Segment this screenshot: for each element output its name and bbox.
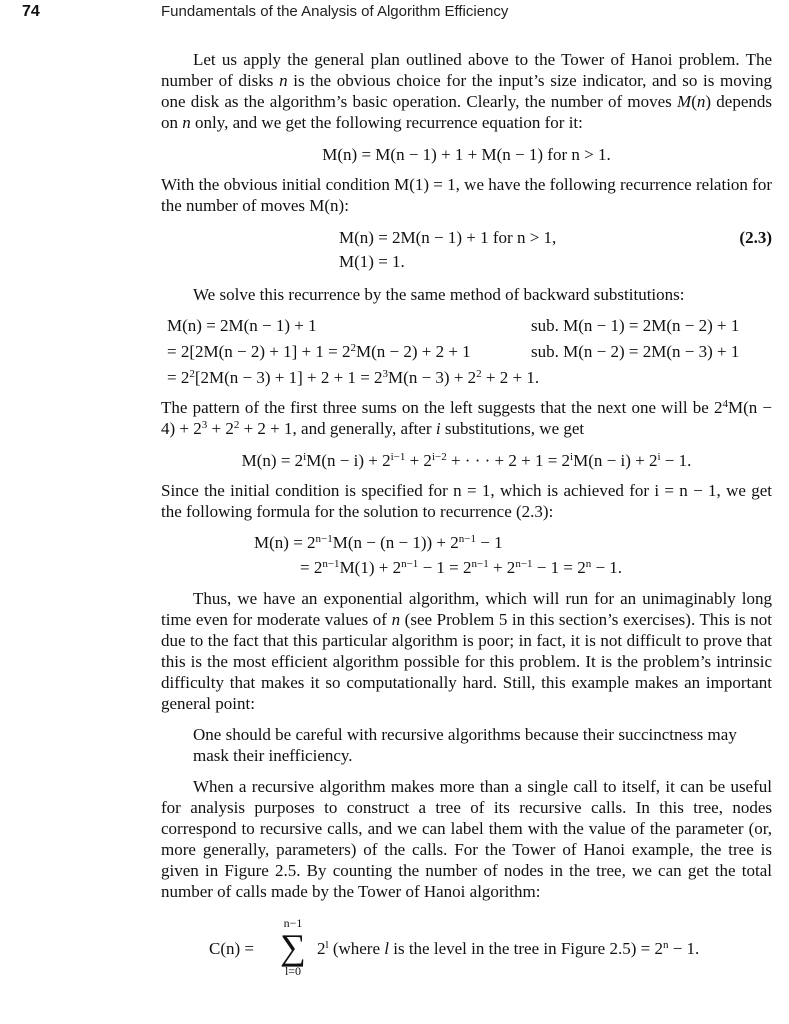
sum-lhs: C(n) = — [209, 939, 254, 958]
running-head: Fundamentals of the Analysis of Algorithm Efficiency — [161, 3, 509, 20]
substitution-row: M(n) = 2M(n − 1) + 1 sub. M(n − 1) = 2M(n − 2) + 1 — [167, 316, 740, 335]
equation-recurrence: M(n) = M(n − 1) + 1 + M(n − 1) for n > 1. — [322, 145, 611, 164]
equation-2-3 — [339, 226, 772, 274]
sum-rhs: 2$^l$ (where l is the level in the tree in Figure $2.5) = 2^n - 1$. — [317, 939, 700, 958]
substitution-row: = $2[2M(n - 2) + 1] + 1 = 2^2M(n - 2) + 2 + 1$ sub. M(n − 2) = 2M(n − 3) + 1 — [167, 342, 740, 361]
summation-symbol: n−1 ∑ l=0 — [280, 916, 306, 978]
substitution-steps — [167, 313, 772, 391]
equation-call-count — [209, 916, 772, 990]
paragraph-intro: Let us apply the general plan outlined above to the Tower of Hanoi problem. The number of disks n is the obvious choice for the input’s size indicator, and so is moving one disk as the algorithm’s basic operation. Clearly, the number of moves M(n) depends on n only, and we get the following recurrence equation for it: — [161, 50, 772, 132]
paragraph-pattern: The pattern of the first three sums on the left suggests that the next one will be $2^4M(n - 4) + 2^3 + 2^2 + 2 + 1$, and generally, after i substitutions, we get — [161, 398, 772, 438]
equation-number: (2.3) — [739, 228, 772, 247]
equation-general: $M(n) = 2^iM(n - i) + 2^{i-1} + 2^{i-2}$ + · · · + $2 + 1 = 2^iM(n - i) + 2^i - 1$. — [241, 451, 692, 470]
paragraph-backward-substitution: We solve this recurrence by the same method of backward substitutions: — [193, 285, 685, 304]
page-number: 74 — [22, 3, 40, 20]
paragraph-initial-condition: With the obvious initial condition M(1) = 1, we have the following recurrence relation for the number of moves M(n): — [161, 175, 773, 215]
page-body — [161, 49, 772, 990]
equation-2-3-line1: M(n) = 2M(n − 1) + 1 for n > 1, — [339, 228, 557, 247]
solution-line: $M(n) = 2^{n-1}M(n - (n - 1)) + 2^{n-1} - 1$ — [254, 533, 503, 552]
paragraph-recursion-tree: When a recursive algorithm makes more than a single call to itself, it can be useful for analysis purposes to construct a tree of its recursive calls. In this tree, nodes correspond to recursive calls, and we can label them with the value of the parameter (or, more generally, parameters) of the calls. For the Tower of Hanoi example, the tree is given in Figure 2.5. By counting the number of nodes in the tree, we can get the total number of calls made by the Tower of Hanoi algorithm: — [161, 777, 772, 901]
equation-solution — [254, 530, 772, 580]
paragraph-initial-specified: Since the initial condition is specified for n = 1, which is achieved for i = n − 1, we get the following formula for the solution to recurrence (2.3): — [161, 481, 772, 521]
substitution-row: = $2^2[2M(n - 3) + 1] + 2 + 1 = 2^3M(n - 3) + 2^2 + 2 + 1$. — [167, 368, 540, 387]
highlighted-point: One should be careful with recursive algorithms because their succinctness may mask their inefficiency. — [193, 725, 737, 765]
equation-2-3-line2: M(1) = 1. — [339, 252, 405, 271]
solution-line: = $2^{n-1}M(1) + 2^{n-1} - 1 = 2^{n-1} + 2^{n-1} - 1 = 2^n - 1$. — [300, 558, 623, 577]
paragraph-exponential: Thus, we have an exponential algorithm, which will run for an unimaginably long time even for moderate values of n (see Problem 5 in this section’s exercises). This is not due to the fact that this particular algorithm is poor; in fact, it is not difficult to prove that this is the most efficient algorithm possible for this problem. It is the problem’s intrinsic difficulty that makes it so computationally hard. Still, this example makes an important general point: — [161, 589, 772, 713]
